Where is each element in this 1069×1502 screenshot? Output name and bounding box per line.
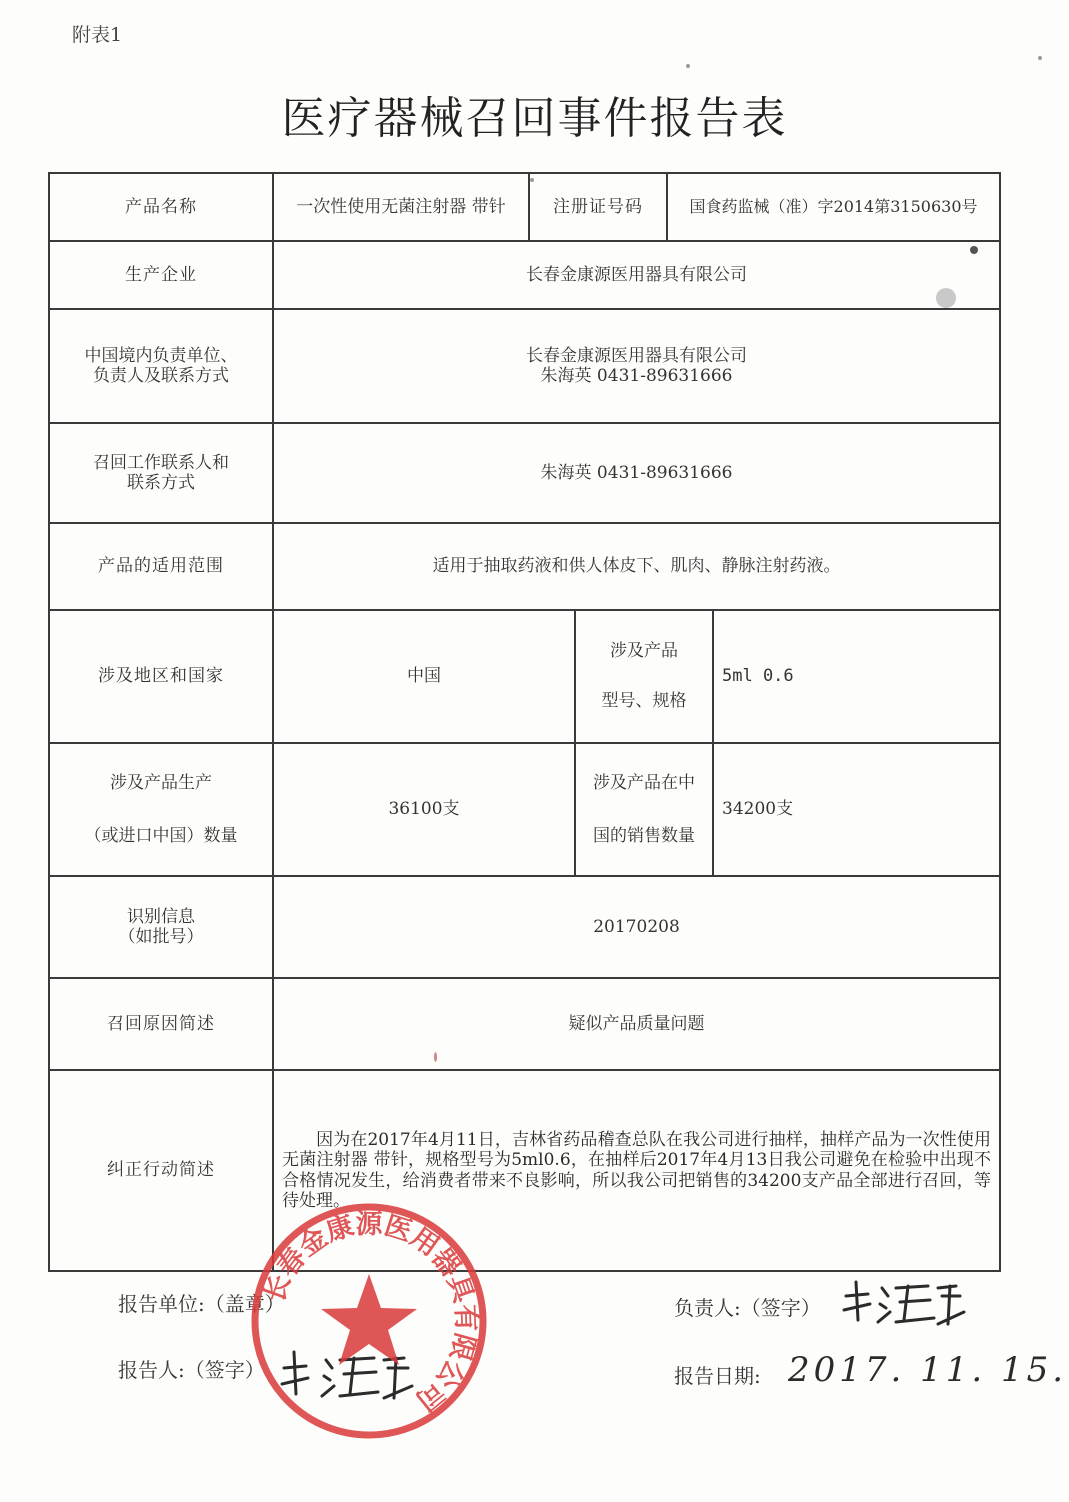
production-qty-value: 36100支 — [273, 743, 575, 876]
recall-reason-value: 疑似产品质量问题 — [273, 978, 1000, 1070]
production-qty-label-line1: 涉及产品生产 — [110, 772, 212, 793]
row-corrective-action — [49, 1070, 1000, 1271]
production-qty-label — [49, 743, 273, 876]
model-spec-value: 5ml 0.6 — [713, 610, 1000, 743]
domestic-rep-label-line1: 中国境内负责单位、 — [84, 345, 238, 366]
recall-contact-label-line1: 召回工作联系人和 — [93, 452, 229, 473]
row-recall-reason — [49, 978, 1000, 1070]
handwritten-report-date: 2017. 11. 15. — [788, 1350, 1068, 1390]
recall-report-form — [48, 172, 999, 1270]
registration-label: 注册证号码 — [529, 173, 667, 241]
identification-label — [49, 876, 273, 978]
domestic-rep-contact: 朱海英 0431-89631666 — [540, 366, 733, 386]
model-spec-label-line2: 型号、规格 — [601, 690, 687, 711]
report-table — [48, 172, 1001, 1272]
recall-contact-label — [49, 423, 273, 523]
seal-text: 长春金康源医用器具有限公司 — [258, 1208, 482, 1417]
production-qty-label-line2: （或进口中国）数量 — [84, 825, 238, 846]
responsible-signature — [838, 1274, 968, 1334]
form-title: 医疗器械召回事件报告表 — [281, 93, 788, 144]
row-domestic-representative — [49, 309, 1000, 423]
model-spec-label — [575, 610, 713, 743]
domestic-rep-label — [49, 309, 273, 423]
model-spec-label-line1: 涉及产品 — [610, 641, 678, 662]
sales-qty-value: 34200支 — [713, 743, 1000, 876]
manufacturer-value: 长春金康源医用器具有限公司 — [273, 241, 1000, 309]
corrective-action-label: 纠正行动简述 — [49, 1070, 273, 1271]
recall-contact-label-line2: 联系方式 — [127, 473, 195, 493]
manufacturer-label: 生产企业 — [49, 241, 273, 309]
domestic-rep-label-line2: 负责人及联系方式 — [93, 366, 229, 386]
recall-contact-value: 朱海英 0431-89631666 — [273, 423, 1000, 523]
annex-label: 附表1 — [72, 24, 123, 46]
region-label: 涉及地区和国家 — [49, 610, 273, 743]
responsible-person-label: 负责人:（签字） — [674, 1296, 821, 1320]
report-date-label: 报告日期: — [674, 1364, 761, 1388]
recall-reason-label: 召回原因简述 — [49, 978, 273, 1070]
domestic-rep-value — [273, 309, 1000, 423]
corrective-action-text-cell — [273, 1070, 1000, 1271]
identification-label-line1: 识别信息 — [127, 906, 195, 927]
domestic-rep-company: 长春金康源医用器具有限公司 — [526, 345, 747, 366]
row-scope — [49, 523, 1000, 610]
sales-qty-label — [575, 743, 713, 876]
row-identification — [49, 876, 1000, 978]
product-name-label: 产品名称 — [49, 173, 273, 241]
row-recall-contact — [49, 423, 1000, 523]
sales-qty-label-line2: 国的销售数量 — [593, 825, 695, 846]
product-name-value: 一次性使用无菌注射器 带针 — [273, 173, 529, 241]
reporter-label: 报告人:（签字） — [118, 1358, 265, 1382]
registration-value: 国食药监械（准）字2014第3150630号 — [667, 173, 1000, 241]
scope-value: 适用于抽取药液和供人体皮下、肌肉、静脉注射药液。 — [273, 523, 1000, 610]
identification-label-line2: （如批号） — [118, 927, 204, 947]
reporter-signature — [278, 1346, 418, 1406]
row-quantity — [49, 743, 1000, 876]
row-manufacturer — [49, 241, 1000, 309]
region-value: 中国 — [273, 610, 575, 743]
corrective-action-text: 因为在2017年4月11日，吉林省药品稽查总队在我公司进行抽样，抽样产品为一次性使用无菌注射器 带针，规格型号为5ml0.6，在抽样后2017年4月13日我公司避免在检验中出现不合格情况发生，给消费者带来不良影响，所以我公司把销售的34200支产品全部进行召回，等待处理。 — [282, 1129, 992, 1211]
row-region — [49, 610, 1000, 743]
scope-label: 产品的适用范围 — [49, 523, 273, 610]
row-product-name — [49, 173, 1000, 241]
report-unit-label: 报告单位:（盖章） — [118, 1292, 285, 1316]
identification-value: 20170208 — [273, 876, 1000, 978]
sales-qty-label-line1: 涉及产品在中 — [593, 772, 695, 793]
